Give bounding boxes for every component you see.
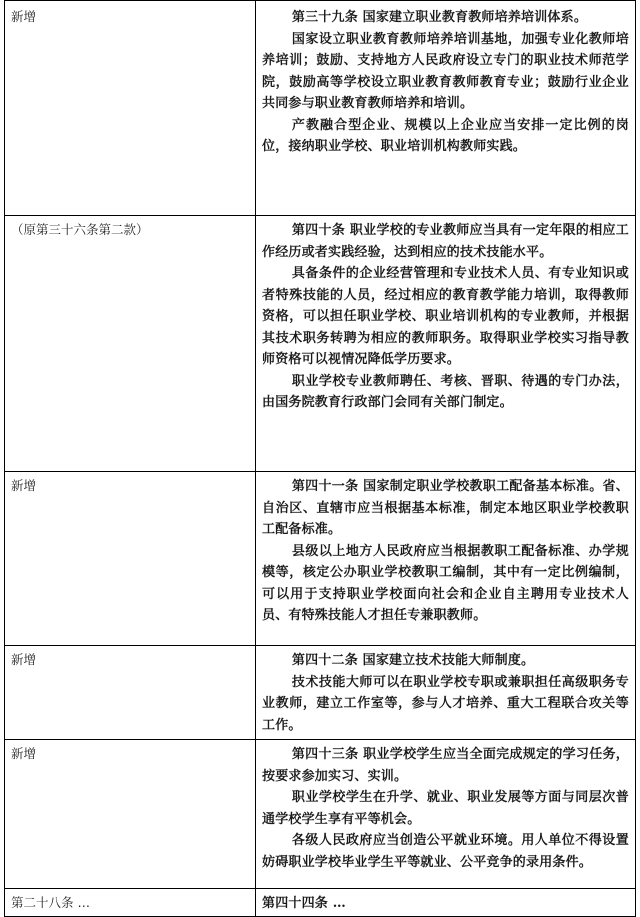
revised-clause-cell bbox=[256, 216, 636, 472]
truncated-text: 第二十八条 … bbox=[11, 895, 90, 910]
clause-paragraph: 第四十三条 职业学校学生应当全面完成规定的学习任务，按要求参加实习、实训。 bbox=[262, 747, 629, 784]
table-row bbox=[5, 472, 636, 646]
table-row bbox=[5, 889, 636, 917]
clause-paragraph: 职业学校专业教师聘任、考核、晋职、待遇的专门办法，由国务院教育行政部门会同有关部门制定。 bbox=[262, 373, 629, 410]
clause-paragraph: 国家设立职业教育教师培养培训基地，加强专业化教师培养培训；鼓励、支持地方人民政府设立专门的职业技术师范学院，鼓励高等学校设立职业教育教师教育专业；鼓励行业企业共同参与职业教育教师培养和培训。 bbox=[262, 31, 629, 111]
clause-paragraph: 第三十九条 国家建立职业教育教师培养培训体系。 bbox=[291, 10, 588, 25]
original-clause-cell: 新增 bbox=[5, 1, 256, 216]
comparison-table bbox=[4, 0, 636, 917]
clause-paragraph: 县级以上地方人民政府应当根据教职工配备标准、办学规模等，核定公办职业学校教职工编制，其中有一定比例编制，可以用于支持职业学校面向社会和企业自主聘用专业技术人员、有特殊技能人才担任专兼职教师。 bbox=[262, 543, 629, 623]
clause-paragraph: 第四十二条 国家建立技术技能大师制度。 bbox=[291, 653, 535, 668]
revised-clause-cell bbox=[256, 1, 636, 216]
revised-clause-cell bbox=[256, 646, 636, 740]
revised-clause-cell bbox=[256, 889, 636, 917]
original-clause-cell: 新增 bbox=[5, 646, 256, 740]
revised-clause-cell bbox=[256, 740, 636, 889]
original-clause-cell bbox=[5, 889, 256, 917]
table-row bbox=[5, 216, 636, 472]
clause-paragraph: 技术技能大师可以在职业学校专职或兼职担任高级职务专业教师，建立工作室等，参与人才培养、重大工程联合攻关等工作。 bbox=[262, 674, 629, 733]
clause-paragraph: 各级人民政府应当创造公平就业环境。用人单位不得设置妨碍职业学校毕业学生平等就业、公平竞争的录用条件。 bbox=[262, 833, 629, 870]
original-clause-cell: 新增 bbox=[5, 472, 256, 646]
clause-paragraph: 职业学校学生在升学、就业、职业发展等方面与同层次普通学校学生享有平等机会。 bbox=[262, 790, 629, 827]
clause-paragraph: 第四十条 职业学校的专业教师应当具有一定年限的相应工作经历或者实践经验，达到相应的技术技能水平。 bbox=[262, 223, 629, 260]
table-row bbox=[5, 646, 636, 740]
clause-paragraph: 产教融合型企业、规模以上企业应当安排一定比例的岗位，接纳职业学校、职业培训机构教师实践。 bbox=[262, 117, 629, 154]
original-clause-cell: 新增 bbox=[5, 740, 256, 889]
clause-paragraph: 第四十一条 国家制定职业学校教职工配备基本标准。省、自治区、直辖市应当根据基本标准，制定本地区职业学校教职工配备标准。 bbox=[262, 479, 629, 537]
table-row bbox=[5, 1, 636, 216]
clause-paragraph: 具备条件的企业经营管理和专业技术人员、有专业知识或者特殊技能的人员，经过相应的教育教学能力培训，取得教师资格，可以担任职业学校、职业培训机构的专业教师，并根据其技术职务转聘为相应的教师职务。取得职业学校实习指导教师资格可以视情况降低学历要求。 bbox=[262, 266, 629, 367]
original-clause-cell: （原第三十六条第二款） bbox=[5, 216, 256, 472]
truncated-text: 第四十四条 … bbox=[262, 896, 346, 911]
revised-clause-cell bbox=[256, 472, 636, 646]
table-row bbox=[5, 740, 636, 889]
